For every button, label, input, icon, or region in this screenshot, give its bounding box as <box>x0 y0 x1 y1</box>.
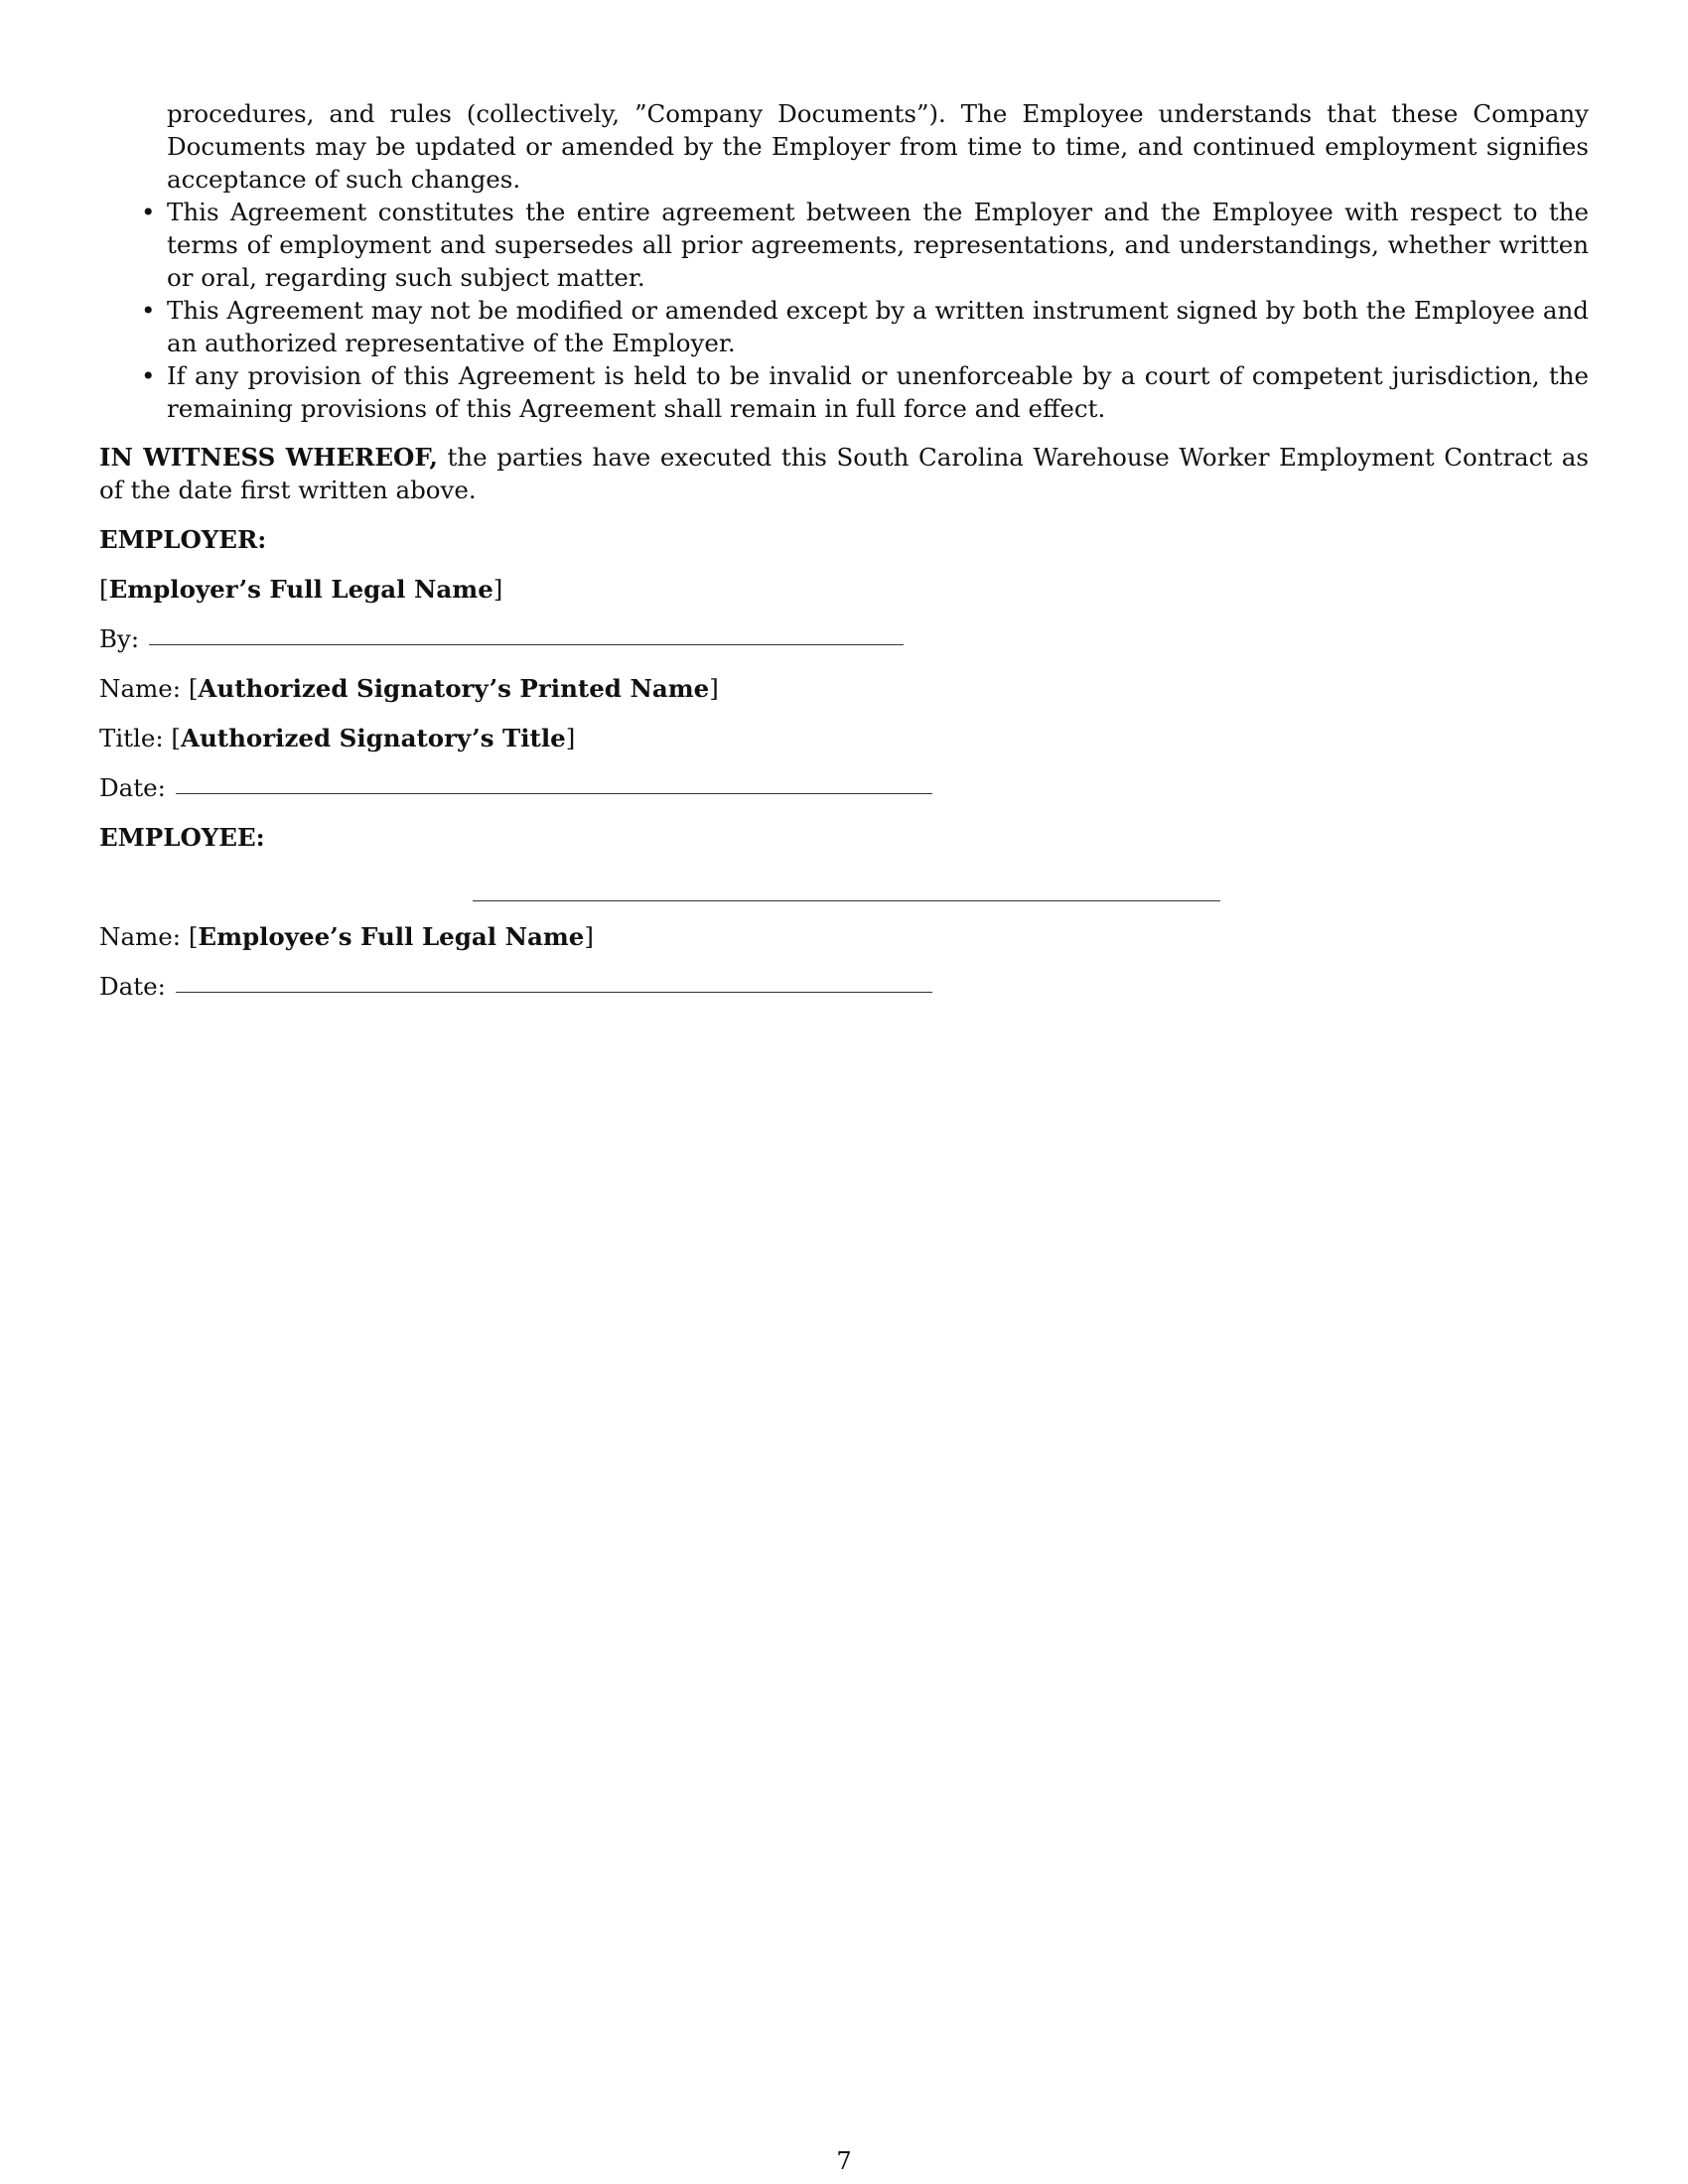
employee-signature-field[interactable] <box>473 900 1220 901</box>
page-number: 7 <box>836 2147 852 2175</box>
employer-by-line <box>99 622 1589 655</box>
name-label: Name: <box>99 674 182 703</box>
bullet-icon: • <box>141 361 156 390</box>
witness-lead: IN WITNESS WHEREOF, <box>99 443 438 472</box>
by-label: By: <box>99 624 140 653</box>
list-item <box>99 294 1589 359</box>
list-item-text: If any provision of this Agreement is held to be invalid or unenforceable by a court of competent jurisdiction, the remaining provisions of this Agreement shall remain in full force and effect. <box>167 361 1589 423</box>
witness-text: the parties have executed this South Carolina Warehouse Worker Employment Contract as of the date first written above. <box>99 443 1589 504</box>
employee-heading: EMPLOYEE: <box>99 823 265 852</box>
employee-name-line: Name: [ Employee’s Full Legal Name ] <box>99 922 594 951</box>
employer-name-line: [ Employer’s Full Legal Name ] <box>99 575 503 604</box>
continuation-paragraph: procedures, and rules (collectively, ”Company Documents”). The Employee understands that these Company Documents may be updated or amended by the Employer from time to time, and continued employment signifies acceptance of such changes. <box>167 99 1589 194</box>
list-item <box>99 359 1589 425</box>
employer-signatory-name-line: Name: [ Authorized Signatory’s Printed Name ] <box>99 674 719 703</box>
document-page <box>99 97 1589 1003</box>
employee-name-placeholder: Employee’s Full Legal Name <box>198 922 585 951</box>
employer-name-placeholder: Employer’s Full Legal Name <box>108 575 493 604</box>
provisions-list <box>99 196 1589 425</box>
bullet-icon: • <box>141 198 156 226</box>
employee-signature-line <box>99 871 1589 903</box>
employee-date-line <box>99 970 1589 1003</box>
employee-date-field[interactable] <box>176 992 932 993</box>
date-label: Date: <box>99 773 166 802</box>
signatory-name-placeholder: Authorized Signatory’s Printed Name <box>198 674 710 703</box>
list-item-text: This Agreement constitutes the entire agreement between the Employer and the Employee with respect to the terms of employment and supersedes all prior agreements, representations, and understandings, whether written or oral, regarding such subject matter. <box>167 198 1589 292</box>
list-item-text: This Agreement may not be modified or amended except by a written instrument signed by both the Employee and an authorized representative of the Employer. <box>167 296 1589 357</box>
list-item <box>99 196 1589 294</box>
bullet-icon: • <box>141 296 156 325</box>
date-label: Date: <box>99 972 166 1001</box>
employer-date-line <box>99 771 1589 804</box>
title-label: Title: <box>99 724 164 752</box>
employer-date-field[interactable] <box>176 793 932 794</box>
employer-signature-field[interactable] <box>149 644 904 645</box>
employer-signatory-title-line: Title: [ Authorized Signatory’s Title ] <box>99 724 576 752</box>
witness-clause <box>99 441 1589 506</box>
name-label: Name: <box>99 922 182 951</box>
employer-heading: EMPLOYER: <box>99 525 267 554</box>
signatory-title-placeholder: Authorized Signatory’s Title <box>180 724 566 752</box>
